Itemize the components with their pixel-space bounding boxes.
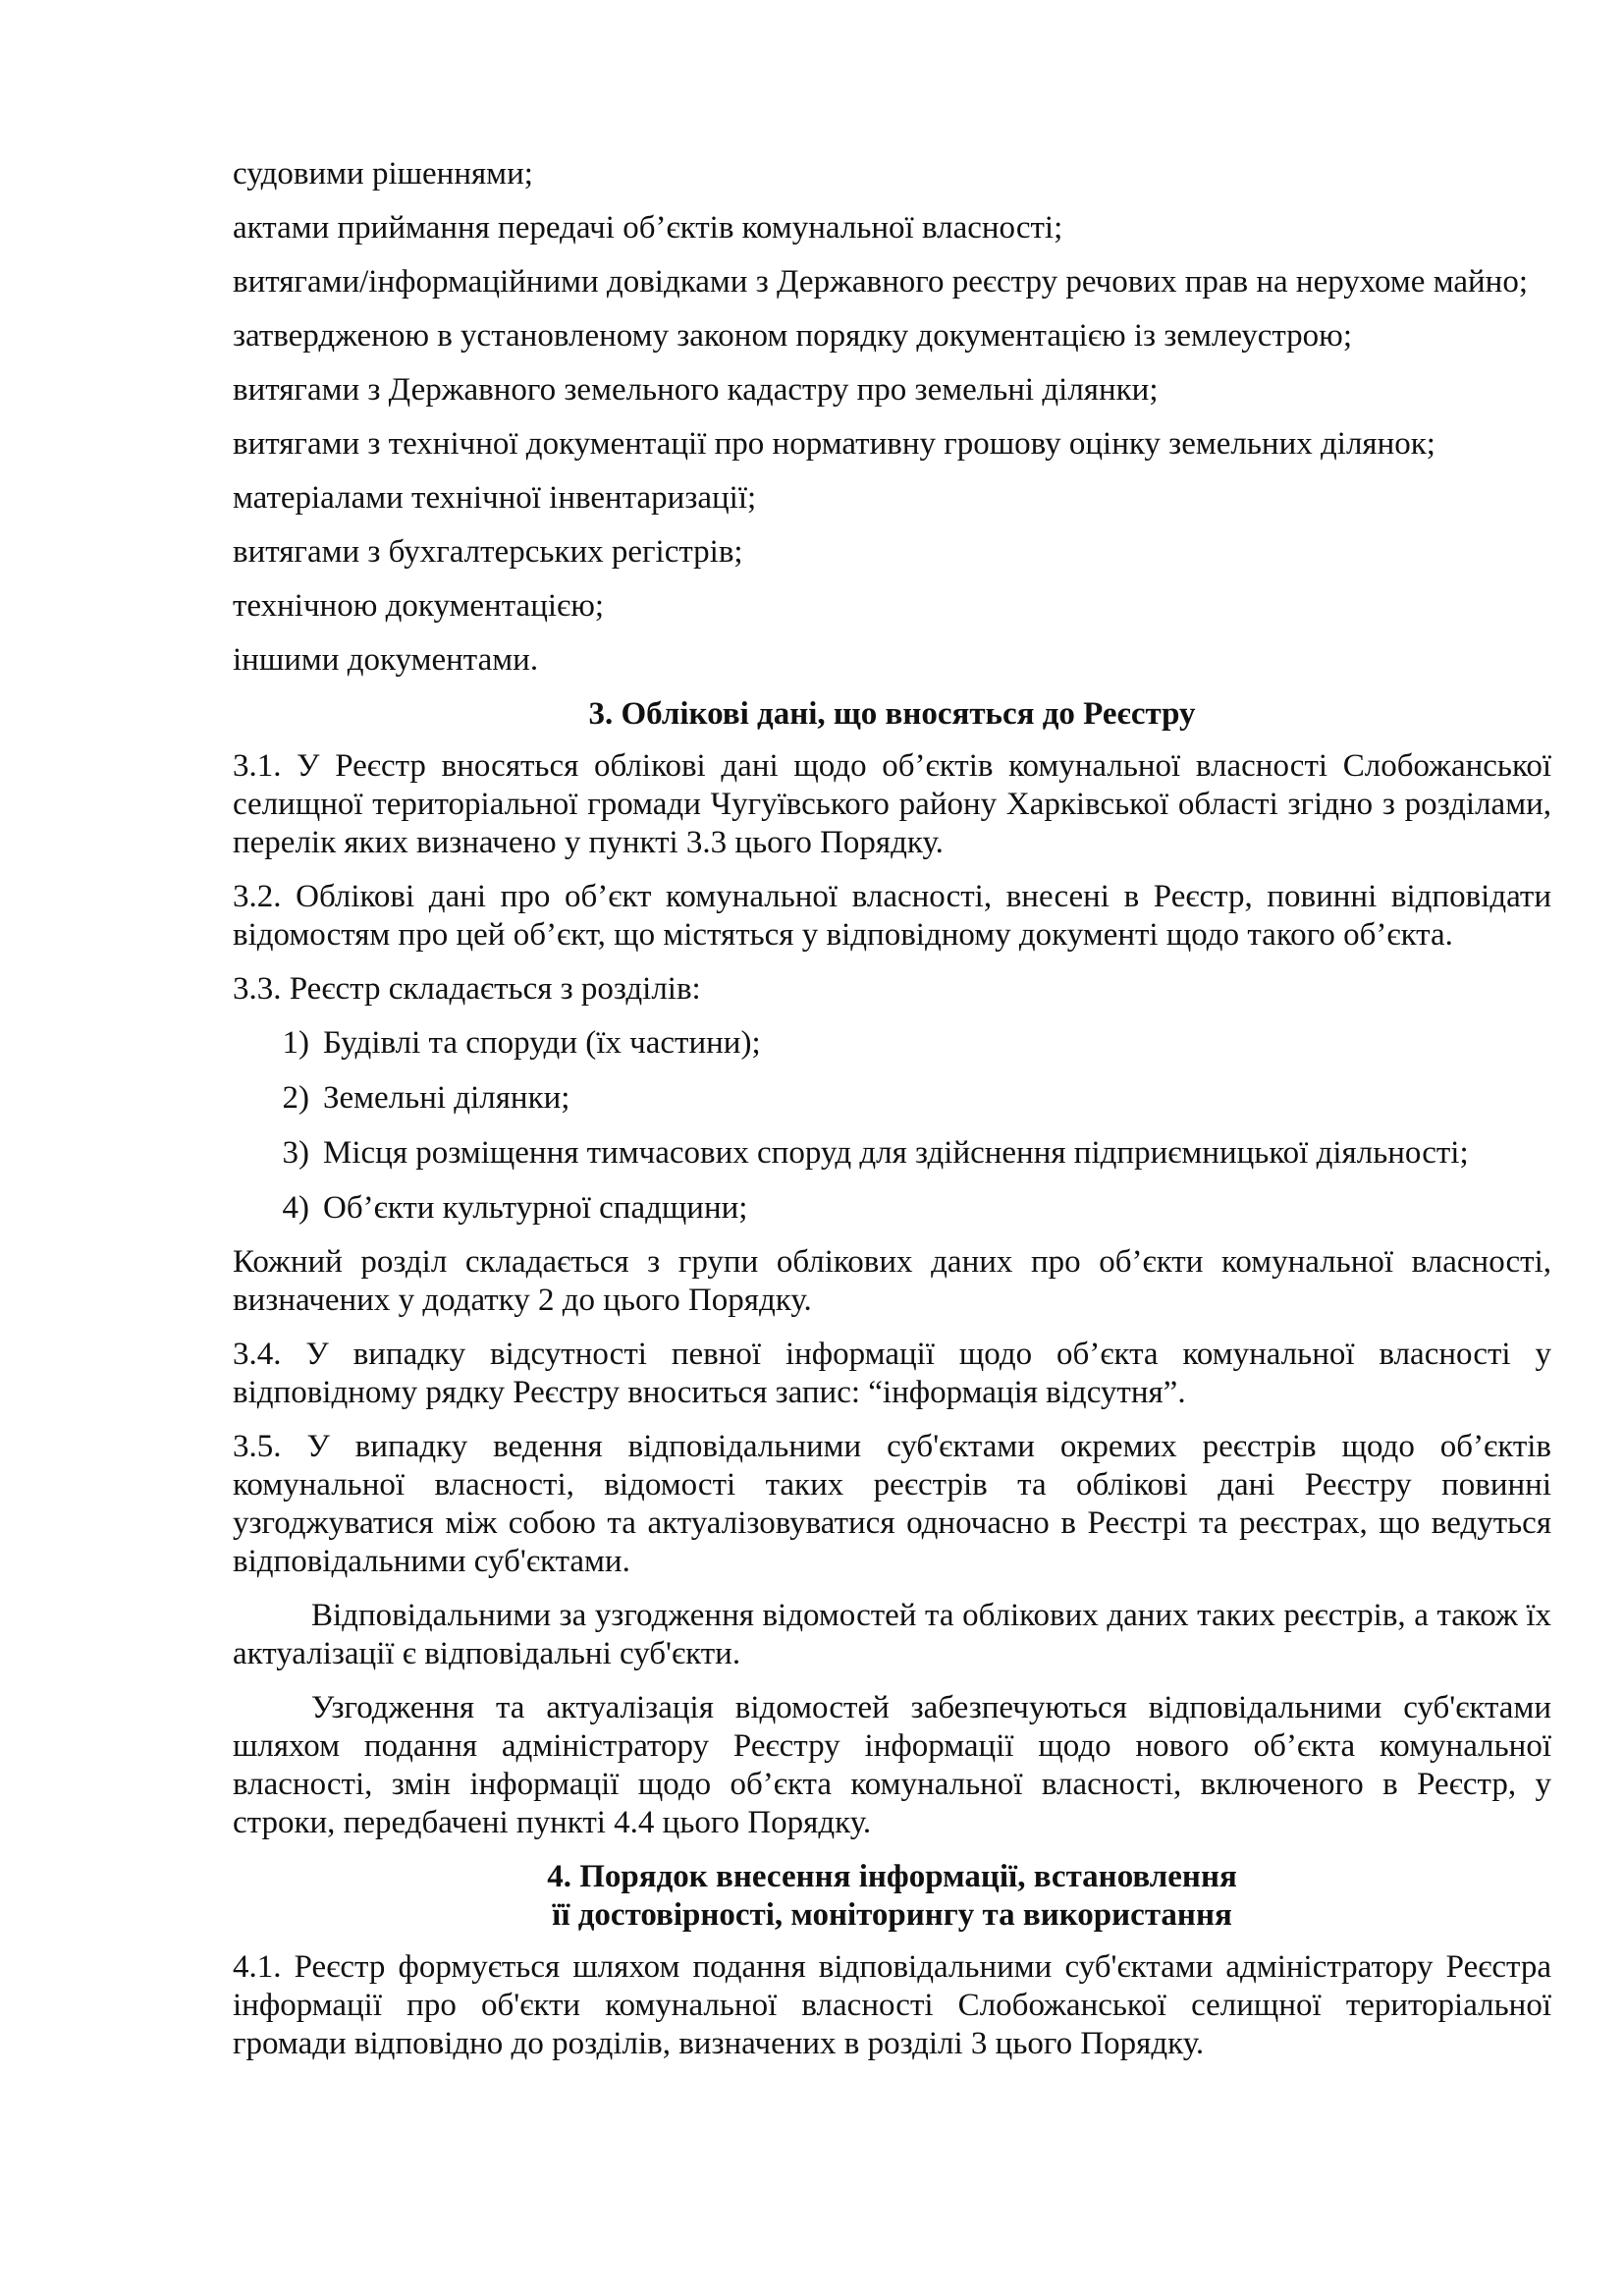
list-item-number: 4) xyxy=(282,1190,309,1226)
source-item-court: судовими рішеннями; xyxy=(233,156,533,191)
list-item xyxy=(233,1134,1551,1173)
list-item-number: 2) xyxy=(282,1080,309,1116)
list-item-text: Об’єкти культурної спадщини; xyxy=(323,1190,748,1226)
source-item-cadastre: витягами з Державного земельного кадастру про земельні ділянки; xyxy=(233,372,1159,408)
section-4-heading-line-2: її достовірності, моніторингу та використання xyxy=(552,1897,1232,1933)
paragraph-coordination: Узгодження та актуалізація відомостей забезпечуються відповідальними суб'єктами шляхом подання адміністратору Реєстру інформації щодо нового об’єкта комунальної власності, змін інформації щодо об’єкта комунальної власності, включеного в Реєстр, у строки, передбачені пункті 4.4 цього Порядку. xyxy=(233,1690,1551,1840)
source-item-extracts-rights: витягами/інформаційними довідками з Державного реєстру речових прав на нерухоме майно; xyxy=(233,264,1528,300)
source-item-land-docs: затвердженою в установленому законом порядку документацією із землеустрою; xyxy=(233,318,1352,354)
paragraph-3-5: 3.5. У випадку ведення відповідальними суб'єктами окремих реєстрів щодо об’єктів комунальної власності, відомості таких реєстрів та облікові дані Реєстру повинні узгоджуватися між собою та актуалізовуватися одночасно в Реєстрі та реєстрах, що ведуться відповідальними суб'єктами. xyxy=(233,1429,1551,1579)
section-4-heading xyxy=(233,1858,1551,1935)
paragraph-3-2: 3.2. Облікові дані про об’єкт комунальної власності, внесені в Реєстр, повинні відповідати відомостям про цей об’єкт, що містяться у відповідному документі щодо такого об’єкта. xyxy=(233,879,1551,953)
paragraph-4-1: 4.1. Реєстр формується шляхом подання відповідальними суб'єктами адміністратору Реєстра інформації про об'єкти комунальної власності Слобожанської селищної територіальної громади відповідно до розділів, визначених в розділі 3 цього Порядку. xyxy=(233,1949,1551,2061)
document-page xyxy=(233,155,1551,2079)
list-item-text: Місця розміщення тимчасових споруд для здійснення підприємницької діяльності; xyxy=(323,1135,1469,1171)
list-item-text: Будівлі та споруди (їх частини); xyxy=(323,1025,761,1061)
section-3-heading xyxy=(233,695,1551,734)
paragraph-each-section: Кожний розділ складається з групи облікових даних про об’єкти комунальної власності, визначених у додатку 2 до цього Порядку. xyxy=(233,1244,1551,1318)
paragraph-3-4: 3.4. У випадку відсутності певної інформації щодо об’єкта комунальної власності у відповідному рядку Реєстру вноситься запис: “інформація відсутня”. xyxy=(233,1337,1551,1410)
list-item-number: 1) xyxy=(282,1025,309,1061)
paragraph-responsible: Відповідальними за узгодження відомостей та облікових даних таких реєстрів, а також їх актуалізації є відповідальні суб'єкти. xyxy=(233,1598,1551,1671)
list-item xyxy=(233,1189,1551,1228)
section-4-heading-line-1: 4. Порядок внесення інформації, встановлення xyxy=(547,1859,1237,1894)
list-item xyxy=(233,1024,1551,1063)
list-item-text: Земельні ділянки; xyxy=(323,1080,570,1116)
list-item xyxy=(233,1079,1551,1118)
source-item-other: іншими документами. xyxy=(233,642,539,678)
source-item-accounting: витягами з бухгалтерських регістрів; xyxy=(233,534,743,570)
source-documents-list xyxy=(233,155,1551,680)
paragraph-3-3: 3.3. Реєстр складається з розділів: xyxy=(233,971,701,1007)
source-item-valuation: витягами з технічної документації про нормативну грошову оцінку земельних ділянок; xyxy=(233,426,1435,462)
source-item-acts: актами приймання передачі об’єктів комунальної власності; xyxy=(233,210,1063,246)
registry-sections-list xyxy=(233,1024,1551,1228)
source-item-tech-docs: технічною документацією; xyxy=(233,588,605,624)
source-item-inventory: матеріалами технічної інвентаризації; xyxy=(233,480,757,516)
paragraph-3-1: 3.1. У Реєстр вносяться облікові дані щодо об’єктів комунальної власності Слобожанської селищної територіальної громади Чугуївського району Харківської області згідно з розділами, перелік яких визначено у пункті 3.3 цього Порядку. xyxy=(233,748,1551,860)
list-item-number: 3) xyxy=(282,1135,309,1171)
section-3-heading-text: 3. Облікові дані, що вносяться до Реєстру xyxy=(588,696,1196,732)
